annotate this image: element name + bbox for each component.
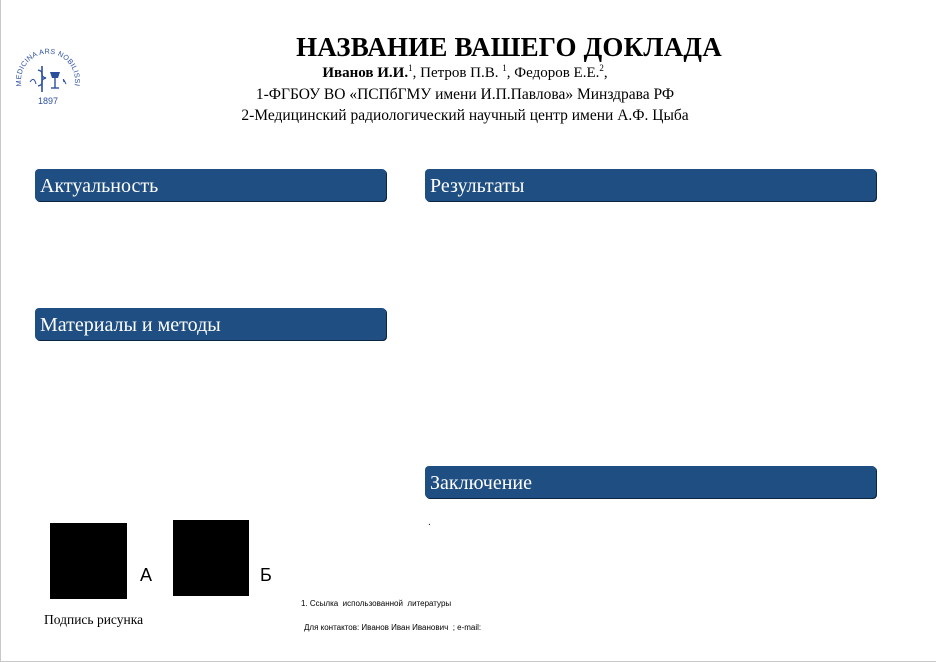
section-header-conclusion: Заключение [425, 466, 876, 498]
svg-text:MEDICINA ARS NOBILISSIMA: MEDICINA ARS NOBILISSI [13, 46, 83, 87]
poster-title: НАЗВАНИЕ ВАШЕГО ДОКЛАДА [296, 32, 722, 62]
figure-a-image [50, 523, 127, 599]
seal-icon [12, 42, 84, 114]
author-name: Иванов И.И. [322, 65, 409, 81]
author-affiliation-mark: 2 [599, 63, 604, 73]
svg-text:1897: 1897 [37, 96, 59, 106]
section-header-relevance: Актуальность [35, 169, 386, 201]
section-header-methods: Материалы и методы [35, 308, 386, 340]
author-name: Федоров Е.Е. [514, 65, 600, 81]
author-separator: , [412, 65, 421, 81]
figure-b-label: Б [260, 565, 272, 585]
university-seal-logo [12, 42, 84, 114]
figure-a-label: А [140, 565, 153, 585]
author-separator: , [506, 65, 515, 81]
author-affiliation-mark: 1 [408, 63, 413, 73]
references: 1. Ссылка использованной литературы [301, 599, 452, 608]
affiliation-2: 2-Медицинский радиологический научный центр имени А.Ф. Цыба [241, 107, 689, 124]
conclusion-text: . [428, 517, 431, 528]
section-header-results: Результаты [425, 169, 876, 201]
figure-caption: Подпись рисунка [44, 612, 144, 627]
author-list [140, 64, 790, 83]
author-affiliation-mark: 1 [502, 63, 507, 73]
author-separator: , [603, 65, 608, 81]
contact-info: Для контактов: Иванов Иван Иванович ; e-mail: [304, 623, 482, 632]
page-left-edge [0, 0, 1, 662]
affiliation-1: 1-ФГБОУ ВО «ПСПбГМУ имени И.П.Павлова» Минздрава РФ [255, 86, 675, 103]
author-name: Петров П.В. [420, 65, 503, 81]
figure-b-image [173, 520, 249, 596]
